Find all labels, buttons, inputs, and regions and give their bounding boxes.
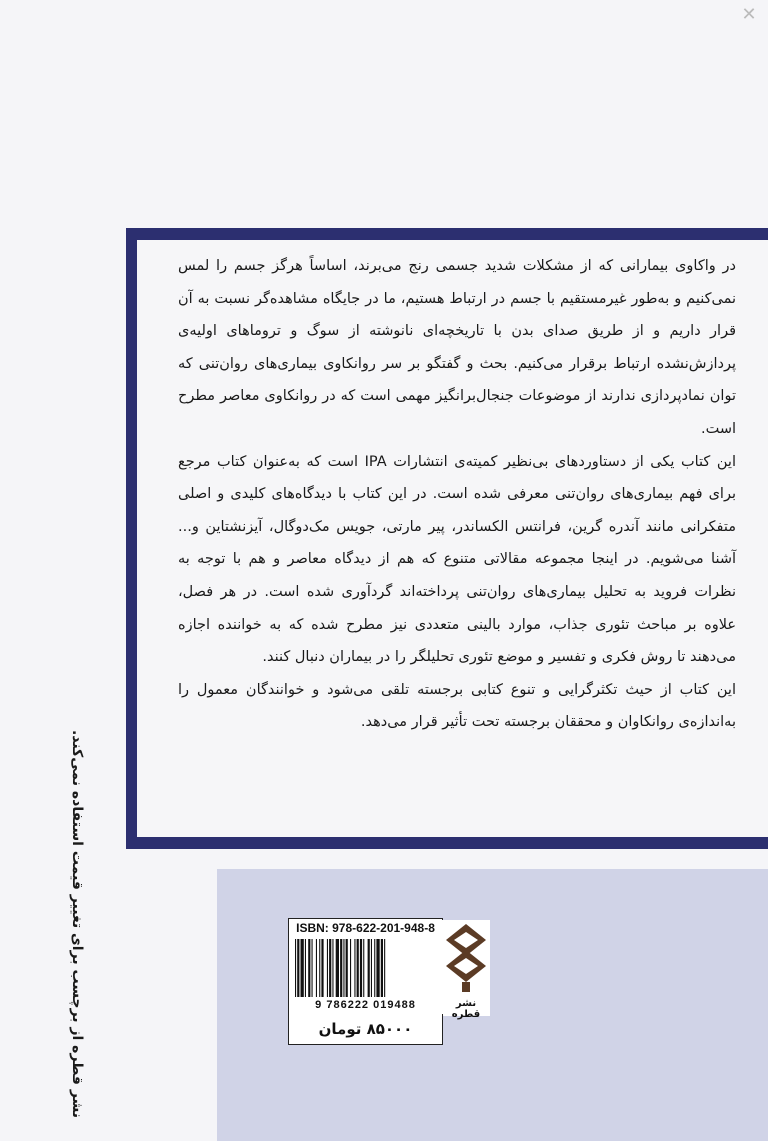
- isbn-text: ISBN: 978-622-201-948-8: [296, 921, 435, 935]
- barcode-bar: [350, 939, 351, 997]
- blurb-paragraph: در واکاوی بیمارانی که از مشکلات شدید جسمی رنج می‌برند، اساساً هرگز جسم را لمس نمی‌کنیم و به‌طور غیرمستقیم با جسم در ارتباط هستیم، ما در جایگاه مشاهده‌گر نسبت به آن قرار داریم و از طریق صدای بدن با تاریخچه‌ای نانوشته از سوگ و تروماهای اولیه‌ی پردازش‌نشده ارتباط برقرار می‌کنیم. بحث و گفتگو بر سر روانکاوی بیماری‌های روان‌تنی که توان نمادپردازی ندارند از موضوعات جنجال‌برانگیز مهمی است که در روانکاوی معاصر مطرح است.: [178, 258, 736, 437]
- price-notice-text: نشر قطره از برچسب برای تغییر قیمت استفاده نمی‌کند.: [69, 729, 85, 1119]
- barcode-bar: [308, 939, 310, 997]
- blurb-text: [178, 250, 736, 739]
- barcode-bar: [357, 939, 359, 997]
- barcode-bar: [343, 939, 344, 997]
- isbn-barcode-block: [288, 918, 443, 1016]
- publisher-logo-icon: [442, 920, 490, 996]
- barcode-bar: [336, 939, 339, 997]
- barcode-bar: [327, 939, 328, 997]
- barcode-bar: [374, 939, 375, 997]
- barcode-bar: [316, 939, 317, 997]
- publisher-logo: [442, 920, 490, 1020]
- barcode-bar: [321, 939, 323, 997]
- barcode-bar: [376, 939, 379, 997]
- close-icon: ✕: [741, 4, 757, 25]
- price-label: ۸۵۰۰۰ تومان: [288, 1014, 443, 1045]
- barcode-bar: [371, 939, 372, 997]
- barcode-bar: [363, 939, 364, 997]
- barcode-digits: 9 786222 019488: [315, 999, 416, 1011]
- barcode-bar: [301, 939, 304, 997]
- barcode-bar: [381, 939, 383, 997]
- barcode-bar: [295, 939, 296, 997]
- barcode-bar: [329, 939, 331, 997]
- blurb-paragraph: این کتاب یکی از دستاوردهای بی‌نظیر کمیته‌ی انتشارات IPA است که به‌عنوان کتاب مرجع برای فهم بیماری‌های روان‌تنی معرفی شده است. در این کتاب با دیدگاه‌های کلیدی و اصلی متفکرانی مانند آندره گرین، فرانتس الکساندر، پیر مارتی، جویس مک‌دوگال، آیزنشتاین و... آشنا می‌شویم. در اینجا مجموعه مقالاتی متنوع که هم از دیدگاه معاصر و هم با توجه به نظرات فروید به تحلیل بیماری‌های روان‌تنی پرداخته‌اند گردآوری شده است. در هر فصل، علاوه بر مباحث تئوری جذاب، موارد بالینی متعددی نیز مطرح شده که به خواننده اجازه می‌دهند تا روش فکری و تفسیر و موضع تئوری تحلیلگر را در بیماران دنبال کنند.: [178, 453, 736, 666]
- barcode-bar: [346, 939, 348, 997]
- barcode-bar: [340, 939, 342, 997]
- barcode-bar: [332, 939, 333, 997]
- barcode-bar: [305, 939, 306, 997]
- barcode-bar: [354, 939, 355, 997]
- publisher-name: نشر قطره: [451, 998, 481, 1020]
- barcode-bar: [297, 939, 299, 997]
- barcode-bar: [368, 939, 370, 997]
- price-notice: [62, 724, 92, 1124]
- barcode: [293, 939, 438, 997]
- barcode-bar: [360, 939, 362, 997]
- barcode-bar: [319, 939, 320, 997]
- blurb-paragraph: این کتاب از حیث تکثرگرایی و تنوع کتابی برجسته تلقی می‌شود و خوانندگان معمول را به‌اندازه‌ی روانکاوان و محققان برجسته تحت تأثیر قرار می‌دهد.: [178, 681, 736, 731]
- barcode-bar: [312, 939, 313, 997]
- barcode-bar: [384, 939, 385, 997]
